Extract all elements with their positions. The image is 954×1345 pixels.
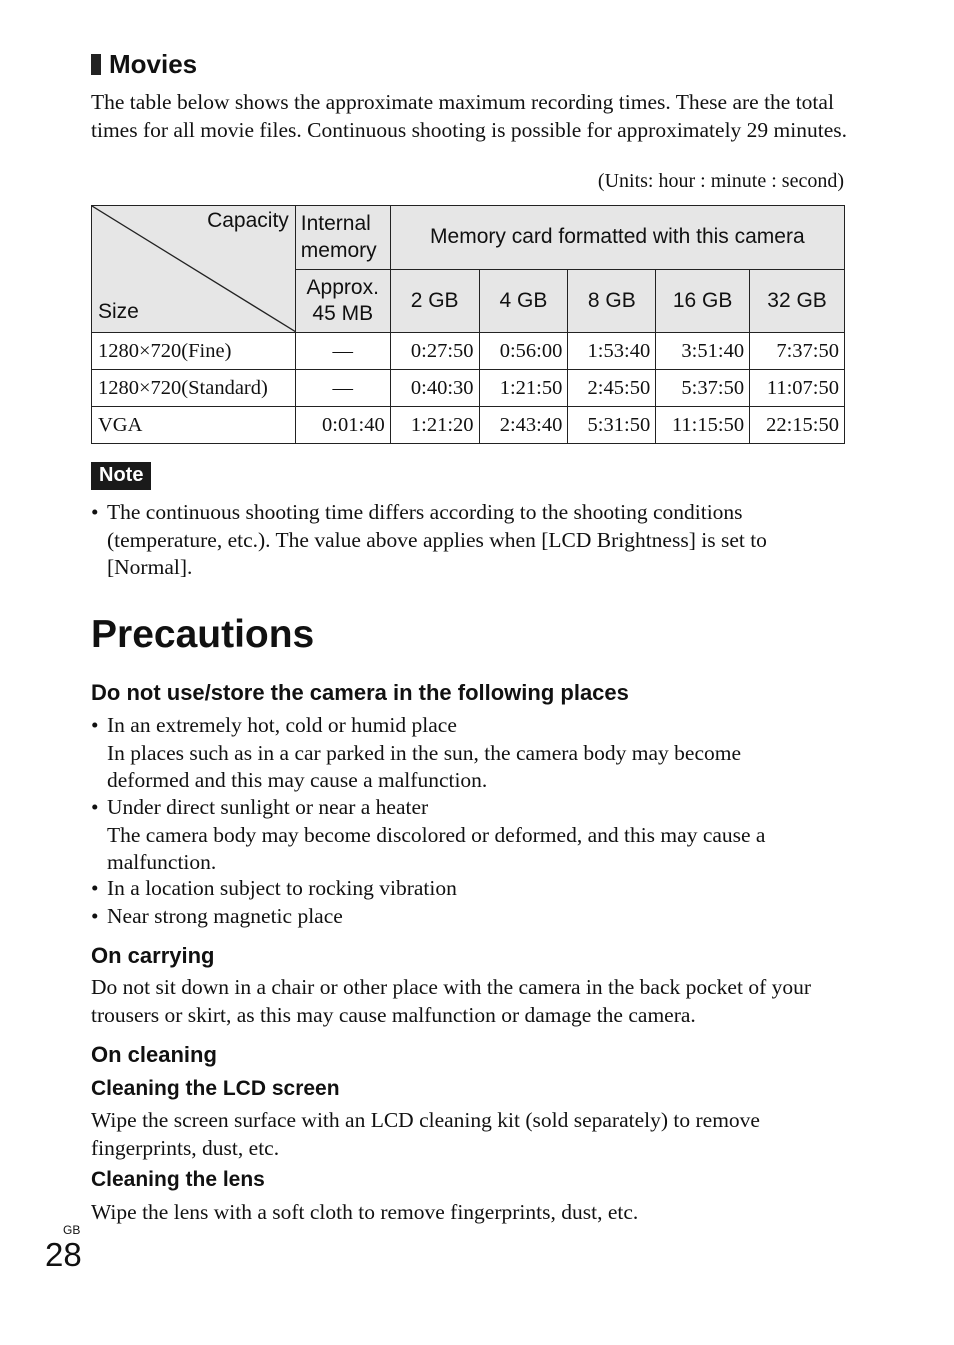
movies-intro: The table below shows the approximate maximum recording times. These are the total times for all movie files. Continuous shooting is possible for approximately 29 minutes. [91, 90, 848, 142]
size-header-16gb: 16 GB [656, 269, 750, 333]
table-cell: 2:43:40 [479, 407, 568, 444]
table-cell: 22:15:50 [750, 407, 845, 444]
table-cell: 7:37:50 [750, 333, 845, 370]
internal-value: — [295, 370, 390, 407]
movies-heading-text: Movies [109, 49, 198, 79]
table-cell: 11:07:50 [750, 370, 845, 407]
bullet-icon: • [91, 795, 99, 819]
table-cell: 0:27:50 [390, 333, 479, 370]
row-label: VGA [92, 407, 296, 444]
page-title: Precautions [91, 613, 315, 656]
table-cell: 5:31:50 [568, 407, 656, 444]
movies-heading [91, 49, 197, 80]
places-heading: Do not use/store the camera in the following places [91, 680, 629, 705]
page-number: 28 [45, 1236, 82, 1273]
recording-time-table [91, 205, 845, 444]
internal-value: — [295, 333, 390, 370]
cleaning-heading: On cleaning [91, 1042, 217, 1067]
list-item [91, 903, 851, 931]
list-item-text: In an extremely hot, cold or humid place [107, 713, 457, 737]
corner-size-label: Size [98, 300, 139, 323]
bullet-icon: • [91, 500, 99, 524]
size-header-2gb: 2 GB [390, 269, 479, 333]
table-cell: 1:21:50 [479, 370, 568, 407]
list-item-text: Near strong magnetic place [107, 904, 343, 928]
memory-card-header: Memory card formatted with this camera [390, 206, 844, 270]
table-row [92, 407, 845, 444]
table-corner-cell [92, 206, 296, 333]
internal-memory-header: Internal memory [295, 206, 390, 270]
list-item-detail: In places such as in a car parked in the sun, the camera body may become deformed and this may cause a malfunction. [107, 740, 741, 792]
lens-heading: Cleaning the lens [91, 1168, 265, 1191]
table-cell: 11:15:50 [656, 407, 750, 444]
row-label: 1280×720(Standard) [92, 370, 296, 407]
bullet-icon: • [91, 713, 99, 737]
internal-value: 0:01:40 [295, 407, 390, 444]
bullet-icon: • [91, 904, 99, 928]
table-cell: 1:21:20 [390, 407, 479, 444]
list-item-text: Under direct sunlight or near a heater [107, 795, 429, 819]
lcd-heading: Cleaning the LCD screen [91, 1077, 340, 1100]
list-item [91, 794, 851, 877]
note-text: The continuous shooting time differs according to the shooting conditions (temperature, etc.). The value above applies when [LCD Brightness] is set to [Normal]. [107, 500, 767, 579]
region-code: GB [63, 1223, 81, 1237]
list-item-text: In a location subject to rocking vibration [107, 876, 457, 900]
corner-capacity-label: Capacity [207, 209, 289, 232]
lcd-text: Wipe the screen surface with an LCD cleaning kit (sold separately) to remove fingerprints, dust, etc. [91, 1108, 760, 1160]
carrying-text: Do not sit down in a chair or other place with the camera in the back pocket of your trousers or skirt, as this may cause malfunction or damage the camera. [91, 975, 812, 1027]
section-marker-icon [91, 54, 101, 75]
table-cell: 0:40:30 [390, 370, 479, 407]
list-item-detail: The camera body may become discolored or deformed, and this may cause a malfunction. [107, 822, 766, 874]
table-cell: 0:56:00 [479, 333, 568, 370]
row-label: 1280×720(Fine) [92, 333, 296, 370]
carrying-heading: On carrying [91, 943, 215, 968]
size-header-8gb: 8 GB [568, 269, 656, 333]
list-item [91, 712, 851, 795]
bullet-icon: • [91, 876, 99, 900]
table-cell: 1:53:40 [568, 333, 656, 370]
lens-text: Wipe the lens with a soft cloth to remove fingerprints, dust, etc. [91, 1200, 639, 1224]
table-cell: 3:51:40 [656, 333, 750, 370]
list-item [91, 875, 851, 903]
table-row [92, 370, 845, 407]
table-cell: 5:37:50 [656, 370, 750, 407]
approx-header: Approx. 45 MB [295, 269, 390, 333]
table-row [92, 333, 845, 370]
size-header-4gb: 4 GB [479, 269, 568, 333]
size-header-32gb: 32 GB [750, 269, 845, 333]
table-cell: 2:45:50 [568, 370, 656, 407]
units-note: (Units: hour : minute : second) [597, 170, 844, 192]
note-bullet [91, 499, 851, 582]
note-badge: Note [91, 462, 151, 490]
